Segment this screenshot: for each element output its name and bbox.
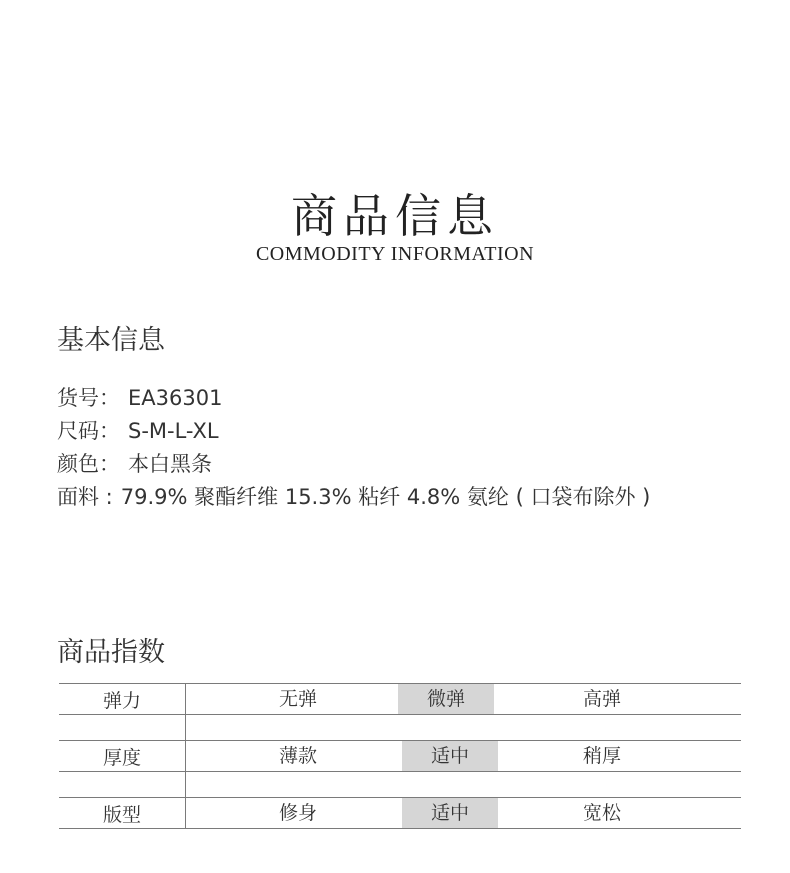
index-option: 适中 xyxy=(402,741,498,771)
index-scale xyxy=(186,684,741,714)
index-option: 稍厚 xyxy=(582,745,621,767)
index-option: 高弹 xyxy=(582,688,621,710)
info-item-color xyxy=(57,448,650,481)
page-subtitle: COMMODITY INFORMATION xyxy=(255,243,535,265)
index-option: 宽松 xyxy=(582,802,621,824)
page-title: 商品信息 xyxy=(291,189,499,243)
index-scale xyxy=(186,741,741,771)
info-item-size xyxy=(57,415,650,448)
index-option: 无弹 xyxy=(278,688,317,710)
info-value: EA36301 xyxy=(128,386,223,410)
index-spacer-row xyxy=(59,772,741,798)
index-option: 薄款 xyxy=(278,745,317,767)
info-label: 货号： xyxy=(57,386,120,410)
index-option: 微弹 xyxy=(398,684,494,714)
info-item-fabric xyxy=(57,481,650,514)
index-option: 修身 xyxy=(278,802,317,824)
index-option: 适中 xyxy=(402,798,498,828)
index-row-thickness xyxy=(59,741,741,772)
index-row-label: 弹力 xyxy=(59,684,186,715)
index-spacer-row xyxy=(59,715,741,741)
index-row-fit xyxy=(59,798,741,829)
info-label: 颜色： xyxy=(57,452,120,476)
index-row-label: 版型 xyxy=(59,798,186,829)
product-index-heading: 商品指数 xyxy=(57,637,165,668)
info-value: 本白黑条 xyxy=(128,452,212,476)
info-label: 尺码： xyxy=(57,419,120,443)
info-label: 面料 : xyxy=(57,485,113,509)
basic-info-heading: 基本信息 xyxy=(57,325,165,356)
info-value: 79.9% 聚酯纤维 15.3% 粘纤 4.8% 氨纶 ( 口袋布除外 ) xyxy=(120,485,651,509)
info-value: S-M-L-XL xyxy=(128,419,219,443)
basic-info-list xyxy=(57,382,650,514)
product-index-table xyxy=(59,683,741,829)
index-row-label: 厚度 xyxy=(59,741,186,772)
index-scale xyxy=(186,798,741,828)
index-row-elasticity xyxy=(59,684,741,715)
info-item-sku xyxy=(57,382,650,415)
